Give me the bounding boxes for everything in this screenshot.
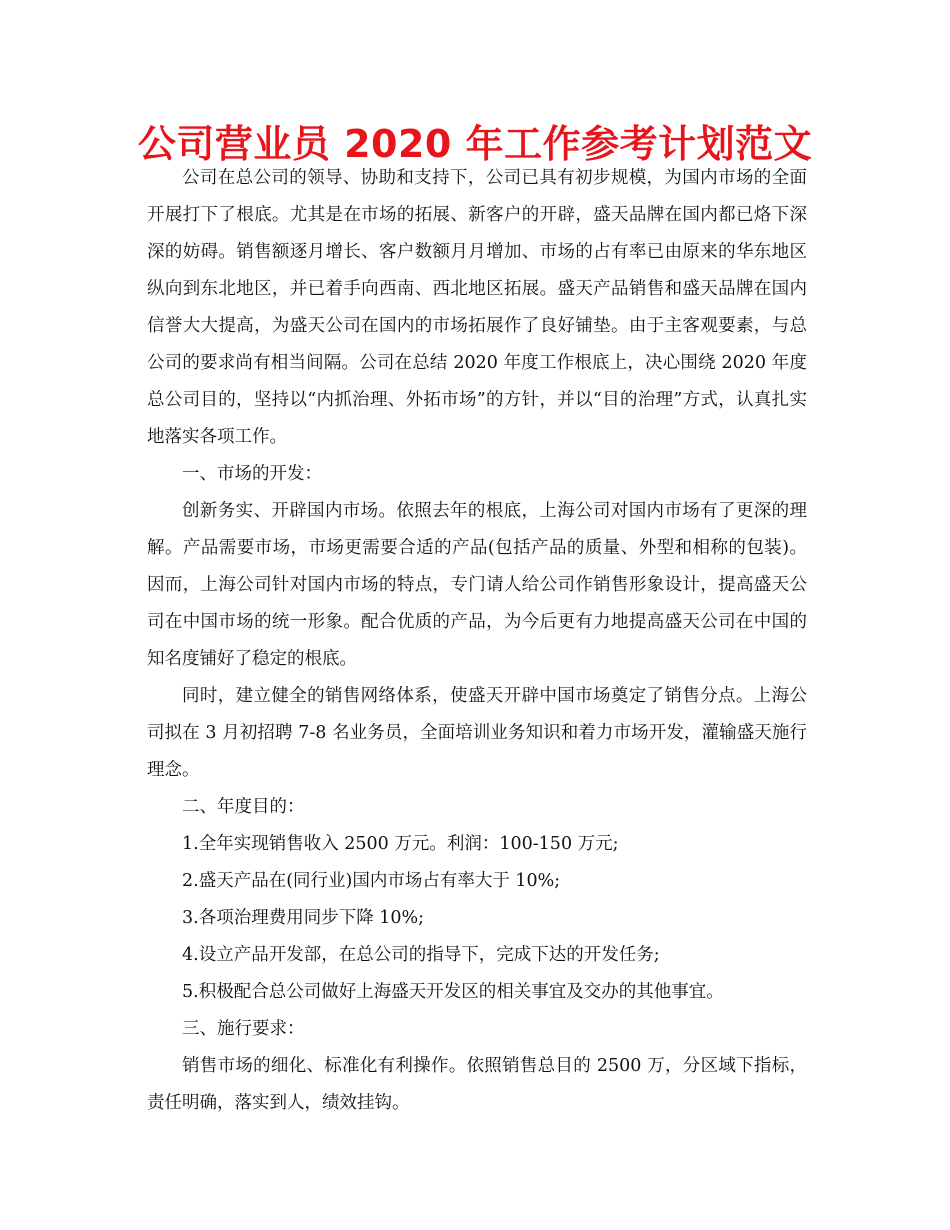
paragraph-intro: 公司在总公司的领导、协助和支持下，公司已具有初步规模，为国内市场的全面开展打下了根底。尤其是在市场的拓展、新客户的开辟，盛天品牌在国内都已烙下深深的妨碍。销售额逐月增长、客户数额月月增加、市场的占有率已由原来的华东地区纵向到东北地区，并已着手向西南、西北地区拓展。盛天产品销售和盛天品牌在国内信誉大大提高，为盛天公司在国内的市场拓展作了良好铺垫。由于主客观要素，与总公司的要求尚有相当间隔。公司在总结 2020 年度工作根底上，决心围绕 2020 年度总公司目的，坚持以“内抓治理、外拓市场”的方针，并以“目的治理”方式，认真扎实地落实各项工作。	[147, 168, 807, 447]
goal-item-5: 5.积极配合总公司做好上海盛天开发区的相关事宜及交办的其他事宜。	[182, 982, 724, 1002]
document-title: 公司营业员 2020 年工作参考计划范文	[137, 122, 813, 166]
section-heading-market-development: 一、市场的开发：	[182, 464, 322, 484]
goal-item-1: 1.全年实现销售收入 2500 万元。利润：100-150 万元;	[182, 834, 619, 854]
section-heading-implementation: 三、施行要求：	[182, 1019, 305, 1039]
section-heading-annual-goals: 二、年度目的：	[182, 797, 305, 817]
goal-item-4: 4.设立产品开发部，在总公司的指导下，完成下达的开发任务;	[182, 945, 660, 965]
paragraph-implementation: 销售市场的细化、标准化有利操作。依照销售总目的 2500 万，分区域下指标，责任明确，落实到人，绩效挂钩。	[147, 1056, 807, 1113]
goal-item-2: 2.盛天产品在(同行业)国内市场占有率大于 10%;	[182, 871, 561, 891]
paragraph-sales-network: 同时，建立健全的销售网络体系，使盛天开辟中国市场奠定了销售分点。上海公司拟在 3 月初招聘 7-8 名业务员，全面培训业务知识和着力市场开发，灌输盛天施行理念。	[147, 686, 807, 780]
document-body	[147, 160, 807, 1122]
goal-item-3: 3.各项治理费用同步下降 10%;	[182, 908, 425, 928]
paragraph-market-development: 创新务实、开辟国内市场。依照去年的根底，上海公司对国内市场有了更深的理解。产品需要市场，市场更需要合适的产品(包括产品的质量、外型和相称的包装)。因而，上海公司针对国内市场的特点，专门请人给公司作销售形象设计，提高盛天公司在中国市场的统一形象。配合优质的产品，为今后更有力地提高盛天公司在中国的知名度铺好了稳定的根底。	[147, 501, 807, 669]
